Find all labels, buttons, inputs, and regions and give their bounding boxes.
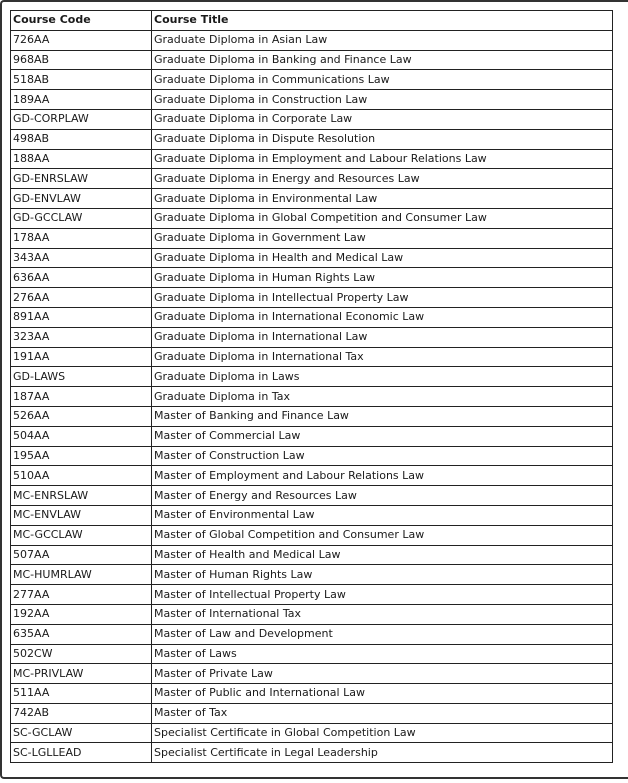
- course-code-cell: 635AA: [11, 624, 152, 644]
- table-row: [11, 743, 613, 763]
- course-code-cell: 511AA: [11, 684, 152, 704]
- table-row: [11, 169, 613, 189]
- course-title-cell: Master of International Tax: [152, 604, 613, 624]
- table-header-row: [11, 11, 613, 31]
- course-title-cell: Graduate Diploma in Communications Law: [152, 70, 613, 90]
- course-title-cell: Master of Law and Development: [152, 624, 613, 644]
- course-title-cell: Master of Commercial Law: [152, 426, 613, 446]
- table-row: [11, 525, 613, 545]
- course-title-cell: Master of Employment and Labour Relations Law: [152, 466, 613, 486]
- course-code-cell: 526AA: [11, 406, 152, 426]
- table-row: [11, 387, 613, 407]
- course-code-cell: MC-ENRSLAW: [11, 486, 152, 506]
- header-course-code: Course Code: [11, 11, 152, 31]
- course-title-cell: Graduate Diploma in Human Rights Law: [152, 268, 613, 288]
- table-row: [11, 248, 613, 268]
- course-code-cell: 636AA: [11, 268, 152, 288]
- course-title-cell: Master of Health and Medical Law: [152, 545, 613, 565]
- course-table: [10, 10, 613, 763]
- table-row: [11, 347, 613, 367]
- table-row: [11, 406, 613, 426]
- course-code-cell: 189AA: [11, 90, 152, 110]
- course-title-cell: Master of Construction Law: [152, 446, 613, 466]
- table-row: [11, 268, 613, 288]
- course-title-cell: Graduate Diploma in Global Competition and Consumer Law: [152, 208, 613, 228]
- course-title-cell: Graduate Diploma in Intellectual Property Law: [152, 288, 613, 308]
- table-row: [11, 664, 613, 684]
- table-row: [11, 684, 613, 704]
- table-row: [11, 367, 613, 387]
- table-row: [11, 90, 613, 110]
- table-row: [11, 208, 613, 228]
- course-code-cell: 726AA: [11, 30, 152, 50]
- course-code-cell: 192AA: [11, 604, 152, 624]
- table-row: [11, 604, 613, 624]
- course-code-cell: 187AA: [11, 387, 152, 407]
- course-title-cell: Graduate Diploma in Tax: [152, 387, 613, 407]
- course-code-cell: 188AA: [11, 149, 152, 169]
- course-title-cell: Graduate Diploma in Corporate Law: [152, 109, 613, 129]
- table-body: [11, 30, 613, 762]
- course-title-cell: Graduate Diploma in Banking and Finance Law: [152, 50, 613, 70]
- course-code-cell: GD-GCCLAW: [11, 208, 152, 228]
- course-code-cell: GD-LAWS: [11, 367, 152, 387]
- course-title-cell: Master of Global Competition and Consumer Law: [152, 525, 613, 545]
- course-title-cell: Specialist Certificate in Legal Leadership: [152, 743, 613, 763]
- course-title-cell: Master of Banking and Finance Law: [152, 406, 613, 426]
- table-row: [11, 30, 613, 50]
- course-title-cell: Graduate Diploma in Employment and Labour Relations Law: [152, 149, 613, 169]
- course-title-cell: Graduate Diploma in Construction Law: [152, 90, 613, 110]
- table-row: [11, 486, 613, 506]
- table-row: [11, 189, 613, 209]
- table-row: [11, 723, 613, 743]
- table-row: [11, 307, 613, 327]
- course-code-cell: GD-ENVLAW: [11, 189, 152, 209]
- course-title-cell: Graduate Diploma in Health and Medical Law: [152, 248, 613, 268]
- table-row: [11, 288, 613, 308]
- course-title-cell: Graduate Diploma in Asian Law: [152, 30, 613, 50]
- table-row: [11, 228, 613, 248]
- course-code-cell: 518AB: [11, 70, 152, 90]
- table-row: [11, 624, 613, 644]
- course-code-cell: MC-PRIVLAW: [11, 664, 152, 684]
- table-row: [11, 70, 613, 90]
- course-code-cell: 742AB: [11, 703, 152, 723]
- course-code-cell: 323AA: [11, 327, 152, 347]
- course-title-cell: Graduate Diploma in International Economic Law: [152, 307, 613, 327]
- course-title-cell: Graduate Diploma in International Law: [152, 327, 613, 347]
- table-row: [11, 644, 613, 664]
- table-row: [11, 109, 613, 129]
- table-row: [11, 703, 613, 723]
- course-code-cell: 277AA: [11, 585, 152, 605]
- course-title-cell: Graduate Diploma in Energy and Resources Law: [152, 169, 613, 189]
- table-row: [11, 545, 613, 565]
- table-row: [11, 50, 613, 70]
- course-title-cell: Master of Laws: [152, 644, 613, 664]
- course-code-cell: GD-CORPLAW: [11, 109, 152, 129]
- course-code-cell: MC-HUMRLAW: [11, 565, 152, 585]
- course-code-cell: SC-GCLAW: [11, 723, 152, 743]
- course-title-cell: Master of Intellectual Property Law: [152, 585, 613, 605]
- course-title-cell: Master of Private Law: [152, 664, 613, 684]
- course-code-cell: MC-GCCLAW: [11, 525, 152, 545]
- course-code-cell: GD-ENRSLAW: [11, 169, 152, 189]
- course-title-cell: Specialist Certificate in Global Competition Law: [152, 723, 613, 743]
- course-code-cell: 968AB: [11, 50, 152, 70]
- table-row: [11, 149, 613, 169]
- course-code-cell: 504AA: [11, 426, 152, 446]
- course-code-cell: 510AA: [11, 466, 152, 486]
- table-row: [11, 426, 613, 446]
- table-row: [11, 565, 613, 585]
- course-code-cell: MC-ENVLAW: [11, 505, 152, 525]
- course-title-cell: Graduate Diploma in Laws: [152, 367, 613, 387]
- course-code-cell: 195AA: [11, 446, 152, 466]
- table-row: [11, 466, 613, 486]
- course-title-cell: Master of Environmental Law: [152, 505, 613, 525]
- course-title-cell: Master of Human Rights Law: [152, 565, 613, 585]
- table-row: [11, 446, 613, 466]
- course-code-cell: 343AA: [11, 248, 152, 268]
- course-code-cell: 191AA: [11, 347, 152, 367]
- course-code-cell: 502CW: [11, 644, 152, 664]
- course-title-cell: Master of Public and International Law: [152, 684, 613, 704]
- course-title-cell: Master of Energy and Resources Law: [152, 486, 613, 506]
- course-code-cell: 276AA: [11, 288, 152, 308]
- course-code-cell: 498AB: [11, 129, 152, 149]
- course-title-cell: Graduate Diploma in Dispute Resolution: [152, 129, 613, 149]
- table-row: [11, 129, 613, 149]
- course-code-cell: SC-LGLLEAD: [11, 743, 152, 763]
- course-title-cell: Graduate Diploma in International Tax: [152, 347, 613, 367]
- table-row: [11, 505, 613, 525]
- table-row: [11, 585, 613, 605]
- course-code-cell: 507AA: [11, 545, 152, 565]
- header-course-title: Course Title: [152, 11, 613, 31]
- table-row: [11, 327, 613, 347]
- course-code-cell: 178AA: [11, 228, 152, 248]
- course-title-cell: Master of Tax: [152, 703, 613, 723]
- course-title-cell: Graduate Diploma in Government Law: [152, 228, 613, 248]
- course-code-cell: 891AA: [11, 307, 152, 327]
- course-title-cell: Graduate Diploma in Environmental Law: [152, 189, 613, 209]
